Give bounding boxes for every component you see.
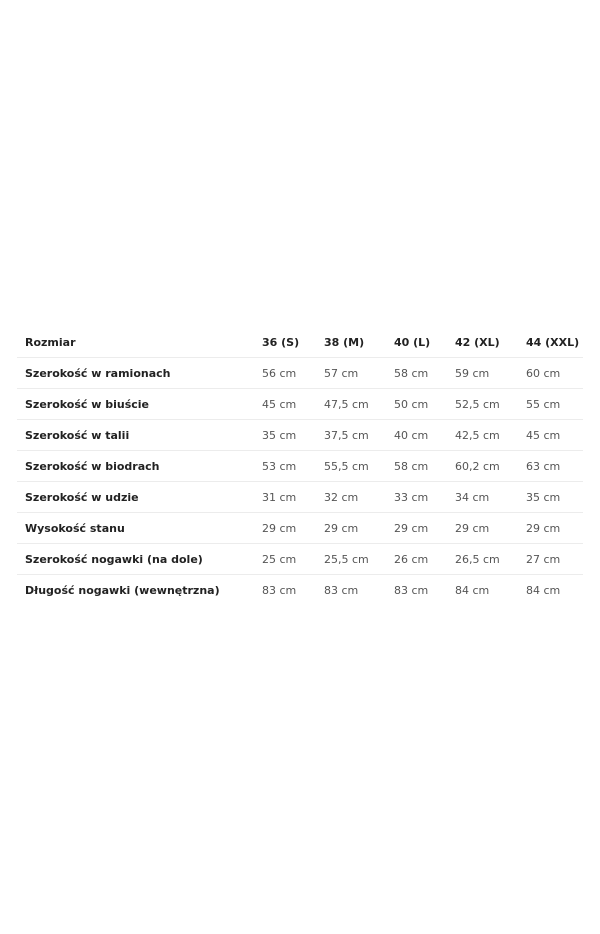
row-label: Szerokość w biodrach	[17, 451, 254, 482]
table-row-bust-width	[17, 389, 583, 420]
table-cell: 55 cm	[518, 389, 583, 420]
table-cell: 83 cm	[262, 583, 297, 597]
table-cell: 60,2 cm	[447, 451, 518, 482]
table-row-hip-width	[17, 451, 583, 482]
table-cell: 84 cm	[455, 583, 490, 597]
table-row-waist-width	[17, 420, 583, 451]
table-cell: 29 cm	[254, 513, 316, 544]
row-label: Szerokość w talii	[17, 420, 254, 451]
row-label: Szerokość nogawki (na dole)	[17, 544, 254, 575]
table-cell: 45 cm	[518, 420, 583, 451]
table-cell: 60 cm	[518, 358, 583, 389]
table-cell: 57 cm	[316, 358, 386, 389]
table-cell: 40 cm	[386, 420, 447, 451]
table-header-row	[17, 327, 583, 358]
table-row-leg-opening-width	[17, 544, 583, 575]
table-row-rise-height	[17, 513, 583, 544]
header-cell-40: 40 (L)	[386, 327, 447, 358]
table-cell: 25,5 cm	[316, 544, 386, 575]
table-cell: 59 cm	[447, 358, 518, 389]
row-label: Szerokość w biuście	[17, 389, 254, 420]
table-cell: 34 cm	[447, 482, 518, 513]
row-label: Wysokość stanu	[17, 513, 254, 544]
table-cell: 84 cm	[526, 583, 561, 597]
table-cell: 47,5 cm	[316, 389, 386, 420]
size-chart-table	[17, 327, 583, 605]
table-cell: 29 cm	[316, 513, 386, 544]
header-cell-size-label: Rozmiar	[17, 327, 254, 358]
table-cell: 63 cm	[518, 451, 583, 482]
header-cell-38: 38 (M)	[316, 327, 386, 358]
table-cell: 27 cm	[518, 544, 583, 575]
table-row-thigh-width	[17, 482, 583, 513]
table-cell: 58 cm	[386, 358, 447, 389]
table-cell: 29 cm	[386, 513, 447, 544]
header-cell-42: 42 (XL)	[447, 327, 518, 358]
table-cell: 58 cm	[386, 451, 447, 482]
table-cell: 83 cm	[394, 583, 429, 597]
table-cell: 53 cm	[254, 451, 316, 482]
table-cell: 35 cm	[518, 482, 583, 513]
table-cell: 55,5 cm	[316, 451, 386, 482]
table-cell: 25 cm	[254, 544, 316, 575]
table-cell: 35 cm	[254, 420, 316, 451]
table-row-shoulder-width	[17, 358, 583, 389]
table-cell: 26 cm	[386, 544, 447, 575]
table-cell: 33 cm	[386, 482, 447, 513]
table-cell: 32 cm	[316, 482, 386, 513]
table-cell: 37,5 cm	[316, 420, 386, 451]
row-label: Szerokość w udzie	[17, 482, 254, 513]
table-row-inseam-length	[17, 575, 583, 606]
table-cell: 29 cm	[518, 513, 583, 544]
table-cell: 83 cm	[324, 583, 359, 597]
table-cell: 56 cm	[254, 358, 316, 389]
table-cell: 31 cm	[254, 482, 316, 513]
table-cell: 50 cm	[386, 389, 447, 420]
table-cell: 45 cm	[254, 389, 316, 420]
table-cell: 26,5 cm	[447, 544, 518, 575]
row-label: Długość nogawki (wewnętrzna)	[25, 583, 220, 597]
header-cell-44: 44 (XXL)	[518, 327, 583, 358]
row-label: Szerokość w ramionach	[17, 358, 254, 389]
header-cell-36: 36 (S)	[254, 327, 316, 358]
table-cell: 42,5 cm	[447, 420, 518, 451]
table-cell: 52,5 cm	[447, 389, 518, 420]
table-cell: 29 cm	[447, 513, 518, 544]
